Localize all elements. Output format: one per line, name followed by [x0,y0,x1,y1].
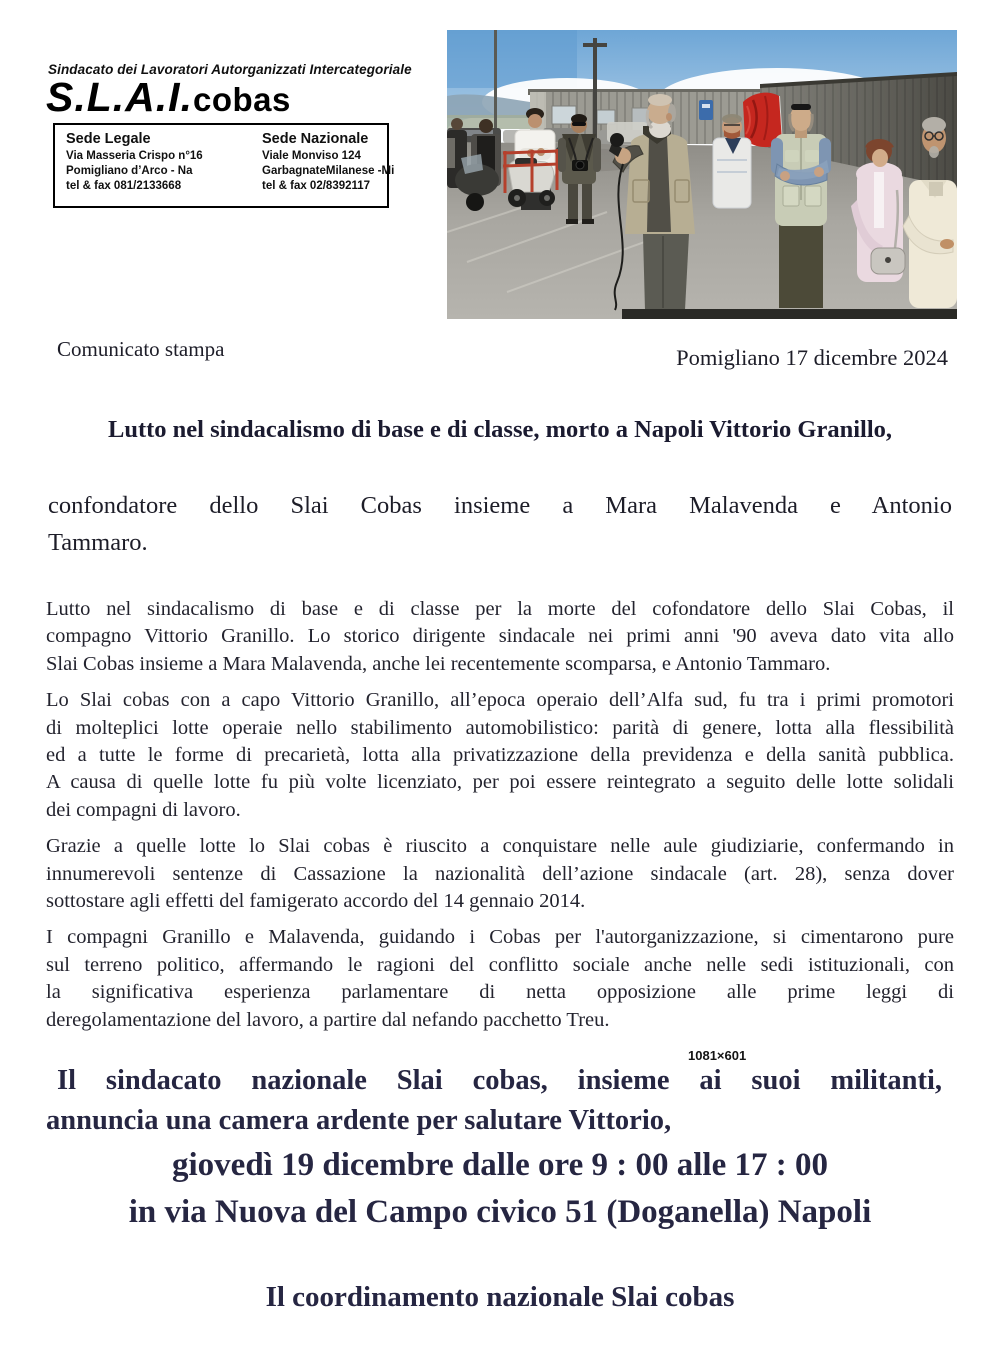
microphone [610,133,624,147]
subheadline: confondatore dello Slai Cobas insieme a Mara Malavenda e Antonio Tammaro. [48,492,952,556]
blue-sign [699,100,713,120]
national-address [251,125,394,206]
legal-address-lines: Via Masseria Crispo n°16 Pomigliano d’Arco - Na tel & fax 081/2133668 [66,150,203,193]
legal-address-title: Sede Legale [66,131,151,147]
body-paragraph-4: I compagni Granillo e Malavenda, guidando i Cobas per l'autorganizzazione, si cimentarono pure sul terreno politico, affermando le ragioni del conflitto sociale anche nelle sedi istituzionali, con la significativa esperienza parlamentare di netta opposizione alle prime leggi di deregolamentazione del lavoro, a partire dal nefando pacchetto Treu. [46,926,954,1031]
national-address-title: Sede Nazionale [262,131,369,147]
vest-man [771,104,831,308]
logo-suffix: cobas [192,81,291,118]
logo-main: S.L.A.I. [46,74,193,120]
announcement: Il sindacato nazionale Slai cobas, insieme ai suoi militanti, annuncia una camera ardente per salutare Vittorio, [46,1065,942,1136]
slai-cobas-logo [46,74,291,121]
doc-type-label: Comunicato stampa [57,337,225,361]
body-paragraph-3: Grazie a quelle lotte lo Slai cobas è riuscito a conquistare nelle aule giudiziarie, confermando in innumerevoli sentenze di Cassazione la nazionalità dell’azione sindacale (art. 28), senza dover sottostare agli effetti del famigerato accordo del 14 gennaio 2014. [46,835,954,913]
address-box [53,123,395,208]
national-address-lines: Viale Monviso 124 GarbagnateMilanese -Mi tel & fax 02/8392117 [262,150,395,193]
body-paragraph-2: Lo Slai cobas con a capo Vittorio Granillo, all’epoca operaio dell’Alfa sud, fu tra i primi promotori di molteplici lotte operaie nello stabilimento automobilistico: parità di genere, lotta alla flessibilità ed a tutte le forme di precarietà, lotta alla privatizzazione della previdenza e della sanità pubblica. A causa di quelle lotte fu più volte licenziato, per poi essere reintegrato a seguito delle lotte solidali dei compagni di lavoro. [46,689,954,821]
body-paragraph-1: Lutto nel sindacalismo di base e di classe per la morte del cofondatore dello Slai Cobas, il compagno Vittorio Granillo. Lo storico dirigente sindacale nei primi anni '90 aveva dato vita allo Slai Cobas insieme a Mara Malavenda, anche lei recentemente scomparsa, e Antonio Tammaro. [46,598,954,675]
org-name: Sindacato dei Lavoratori Autorganizzati Intercategoriale [48,62,412,77]
schedule: giovedì 19 dicembre dalle ore 9 : 00 alle 17 : 00 in via Nuova del Campo civico 51 (Doganella) Napoli [128,1147,872,1230]
footer-signature: Il coordinamento nazionale Slai cobas [265,1281,735,1313]
image-size-label: 1081×601 [688,1048,747,1063]
bottom-dark-strip [622,309,957,319]
headline: Lutto nel sindacalismo di base e di classe, morto a Napoli Vittorio Granillo, [107,416,892,443]
legal-address [55,125,251,206]
rally-photo [447,30,957,319]
body-copy [46,596,954,1043]
dateline: Pomigliano 17 dicembre 2024 [676,345,948,370]
